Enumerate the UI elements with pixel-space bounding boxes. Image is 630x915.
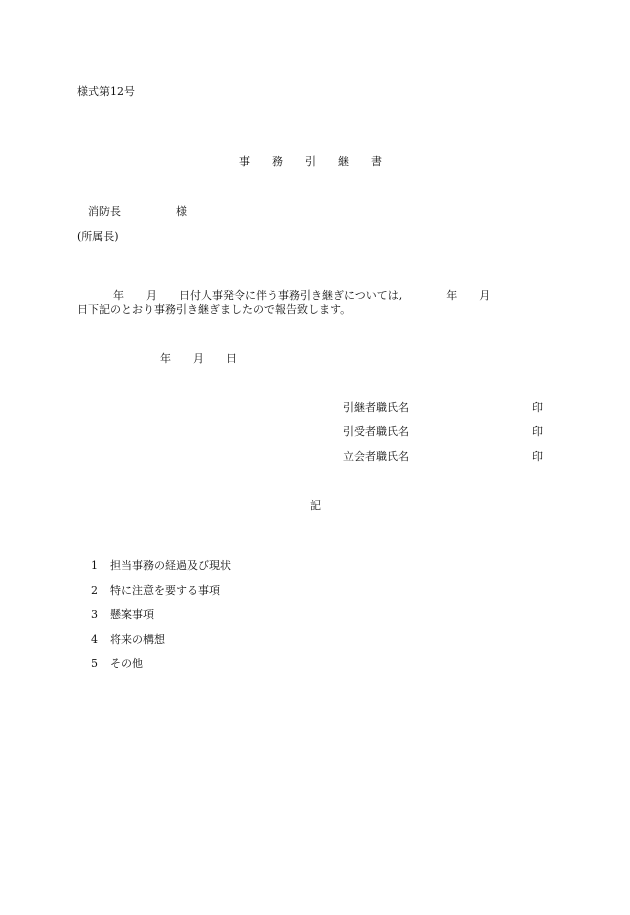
signatory-label-witness: 立会者職氏名	[343, 450, 409, 463]
item-number: 3	[91, 608, 98, 621]
addressee-line-1: 消防長 様	[88, 205, 187, 218]
list-item	[77, 647, 143, 680]
item-number: 5	[91, 657, 98, 670]
item-text: 担当事務の経過及び現状	[110, 559, 231, 572]
item-number: 4	[91, 633, 98, 646]
addressee-line-2: (所属長)	[77, 230, 119, 243]
seal-mark-receiver: 印	[532, 425, 543, 438]
item-text: その他	[110, 657, 143, 670]
seal-mark-witness: 印	[532, 450, 543, 463]
signatory-label-transferor: 引継者職氏名	[343, 401, 409, 414]
body-line-1-text: 年 月 日付人事発令に伴う事務引き継ぎについては, 年 月	[91, 289, 491, 302]
ki-heading: 記	[310, 499, 321, 512]
item-text: 懸案事項	[110, 608, 154, 621]
document-title: 事 務 引 継 書	[239, 155, 382, 168]
signatory-label-receiver: 引受者職氏名	[343, 425, 409, 438]
report-date: 年 月 日	[160, 352, 237, 365]
seal-mark-transferor: 印	[532, 401, 543, 414]
item-number: 1	[91, 559, 98, 572]
body-line-2: 日下記のとおり事務引き継ぎましたので報告致します。	[77, 303, 352, 316]
item-text: 将来の構想	[110, 633, 165, 646]
form-number: 様式第12号	[77, 85, 135, 98]
item-number: 2	[91, 584, 98, 597]
item-text: 特に注意を要する事項	[110, 584, 220, 597]
